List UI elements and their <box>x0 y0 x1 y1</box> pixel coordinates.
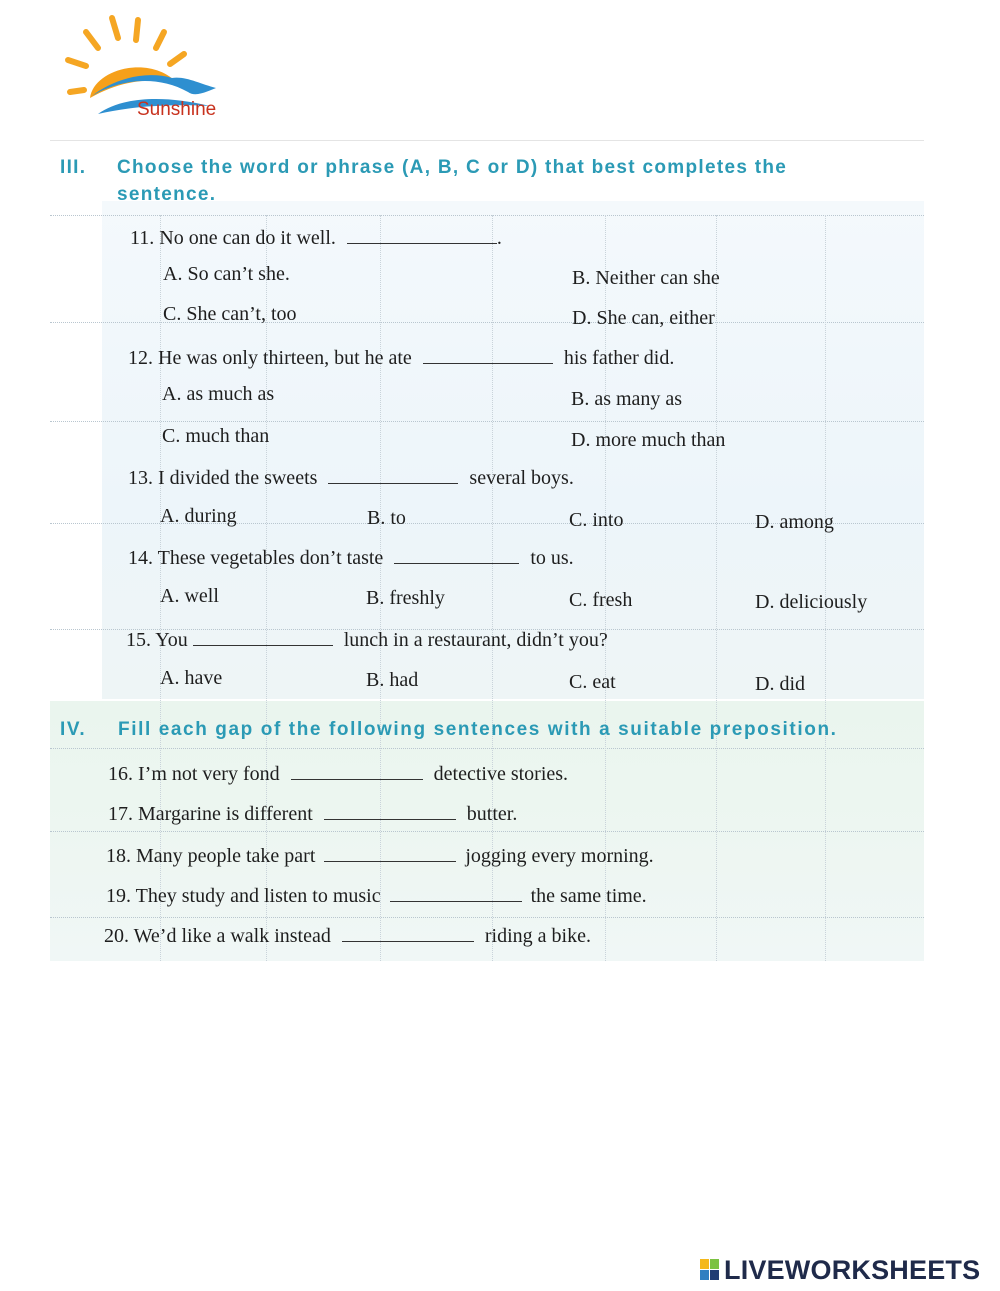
question-14: 14. These vegetables don’t taste to us. <box>128 547 574 569</box>
question-17: 17. Margarine is different butter. <box>108 803 518 825</box>
dotted-rule <box>50 215 924 216</box>
liveworksheets-brand <box>700 1255 980 1285</box>
dotted-rule <box>50 421 924 422</box>
question-12: 12. He was only thirteen, but he ate his father did. <box>128 347 675 369</box>
option-b[interactable]: B. Neither can she <box>572 267 720 289</box>
section3-number: III. <box>60 157 87 178</box>
question-11: 11. No one can do it well. . <box>130 227 502 249</box>
question-20: 20. We’d like a walk instead riding a bike. <box>104 925 591 947</box>
option-b[interactable]: B. as many as <box>571 388 683 410</box>
answer-blank[interactable] <box>193 627 333 646</box>
worksheet <box>50 140 924 961</box>
option-b[interactable]: B. to <box>367 507 406 529</box>
dotted-guide <box>716 215 717 961</box>
option-b[interactable]: B. had <box>366 669 419 691</box>
option-c[interactable]: C. She can’t, too <box>163 303 297 325</box>
question-18: 18. Many people take part jogging every morning. <box>106 845 654 867</box>
option-b[interactable]: B. freshly <box>366 587 445 609</box>
answer-blank[interactable] <box>423 345 553 364</box>
question-16: 16. I’m not very fond detective stories. <box>108 763 569 785</box>
dotted-rule <box>50 831 924 832</box>
question-15: 15. You lunch in a restaurant, didn’t you? <box>126 629 608 651</box>
dotted-rule <box>50 917 924 918</box>
brand-name: LIVEWORKSHEETS <box>724 1254 981 1285</box>
option-d[interactable]: D. more much than <box>571 429 726 451</box>
answer-blank[interactable] <box>342 923 474 942</box>
answer-blank[interactable] <box>394 545 519 564</box>
section3-instruction-line1: Choose the word or phrase (A, B, C or D) that best completes the <box>117 157 788 178</box>
option-a[interactable]: A. So can’t she. <box>163 263 290 285</box>
answer-blank[interactable] <box>324 843 456 862</box>
dotted-rule <box>50 748 924 749</box>
option-c[interactable]: C. into <box>569 509 624 531</box>
dotted-guide <box>825 215 826 961</box>
answer-blank[interactable] <box>328 465 458 484</box>
section4-number: IV. <box>60 719 87 740</box>
option-d[interactable]: D. She can, either <box>572 307 715 329</box>
question-13: 13. I divided the sweets several boys. <box>128 467 574 489</box>
answer-blank[interactable] <box>324 801 456 820</box>
section3-instruction-line2: sentence. <box>117 184 217 205</box>
option-a[interactable]: A. have <box>160 667 223 689</box>
option-c[interactable]: C. eat <box>569 671 616 693</box>
option-a[interactable]: A. during <box>160 505 237 527</box>
option-d[interactable]: D. deliciously <box>755 591 868 613</box>
logo-text: Sunshine <box>137 99 217 120</box>
option-a[interactable]: A. as much as <box>162 383 275 405</box>
option-c[interactable]: C. much than <box>162 425 270 447</box>
option-d[interactable]: D. among <box>755 511 834 533</box>
question-19: 19. They study and listen to music the same time. <box>106 885 647 907</box>
option-c[interactable]: C. fresh <box>569 589 633 611</box>
section4-instruction: Fill each gap of the following sentences with a suitable preposition. <box>118 719 838 740</box>
liveworksheets-icon <box>700 1259 720 1281</box>
answer-blank[interactable] <box>390 883 522 902</box>
answer-blank[interactable] <box>291 761 423 780</box>
option-d[interactable]: D. did <box>755 673 805 695</box>
option-a[interactable]: A. well <box>160 585 219 607</box>
answer-blank[interactable] <box>347 225 497 244</box>
